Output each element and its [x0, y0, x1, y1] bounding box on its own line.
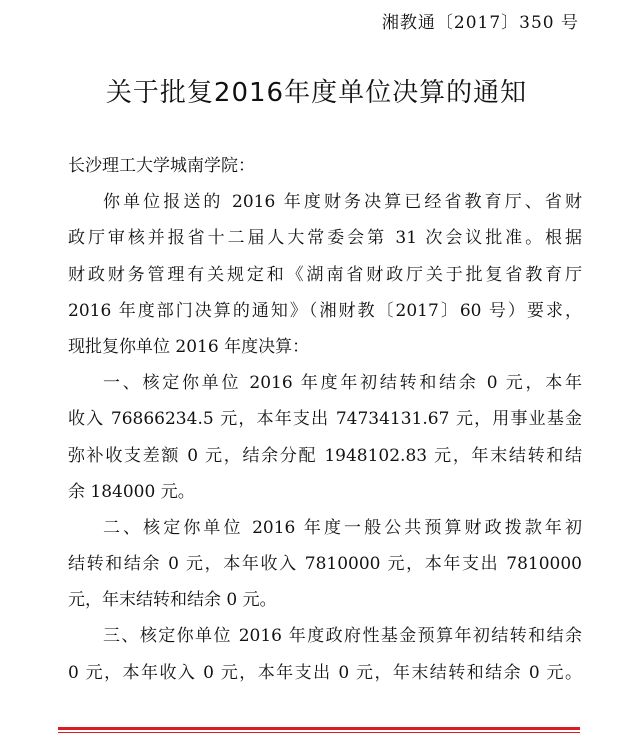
item-three-paragraph — [68, 618, 582, 690]
document-title: 关于批复2016年度单位决算的通知 — [105, 78, 528, 108]
document-number: 湘教通〔2017〕350 号 — [381, 13, 579, 33]
text-line: 二、核定你单位 2016 年度一般公共预算财政拨款年初 — [103, 517, 582, 538]
text-line: 收入 76866234.5 元，本年支出 74734131.67 元，用事业基金 — [68, 409, 582, 430]
recipient-line: 长沙理工大学城南学院： — [68, 156, 255, 176]
document-body — [68, 148, 582, 691]
intro-paragraph — [68, 184, 582, 365]
text-line: 元，年末结转和结余 0 元。 — [68, 590, 277, 611]
text-line: 2016 年度部门决算的通知》（湘财教〔2017〕60 号）要求， — [68, 300, 582, 321]
text-line: 三、核定你单位 2016 年度政府性基金预算年初结转和结余 — [103, 626, 582, 647]
item-one-paragraph — [68, 365, 582, 510]
text-line: 0 元，本年收入 0 元，本年支出 0 元，年末结转和结余 0 元。 — [68, 662, 582, 683]
red-divider-rule — [58, 727, 580, 730]
text-line: 一、核定你单位 2016 年度年初结转和结余 0 元，本年 — [103, 373, 582, 394]
text-line: 你单位报送的 2016 年度财务决算已经省教育厅、省财 — [103, 192, 582, 213]
red-divider-rule-thin — [58, 732, 580, 733]
text-line: 财政财务管理有关规定和《湖南省财政厅关于批复省教育厅 — [68, 264, 582, 285]
text-line: 弥补收支差额 0 元，结余分配 1948102.83 元，年末结转和结 — [68, 445, 582, 466]
item-two-paragraph — [68, 510, 582, 619]
text-line: 余 184000 元。 — [68, 481, 195, 502]
text-line: 结转和结余 0 元，本年收入 7810000 元，本年支出 7810000 — [68, 554, 582, 575]
text-line: 政厅审核并报省十二届人大常委会第 31 次会议批准。根据 — [68, 228, 582, 249]
text-line: 现批复你单位 2016 年度决算： — [68, 336, 310, 357]
